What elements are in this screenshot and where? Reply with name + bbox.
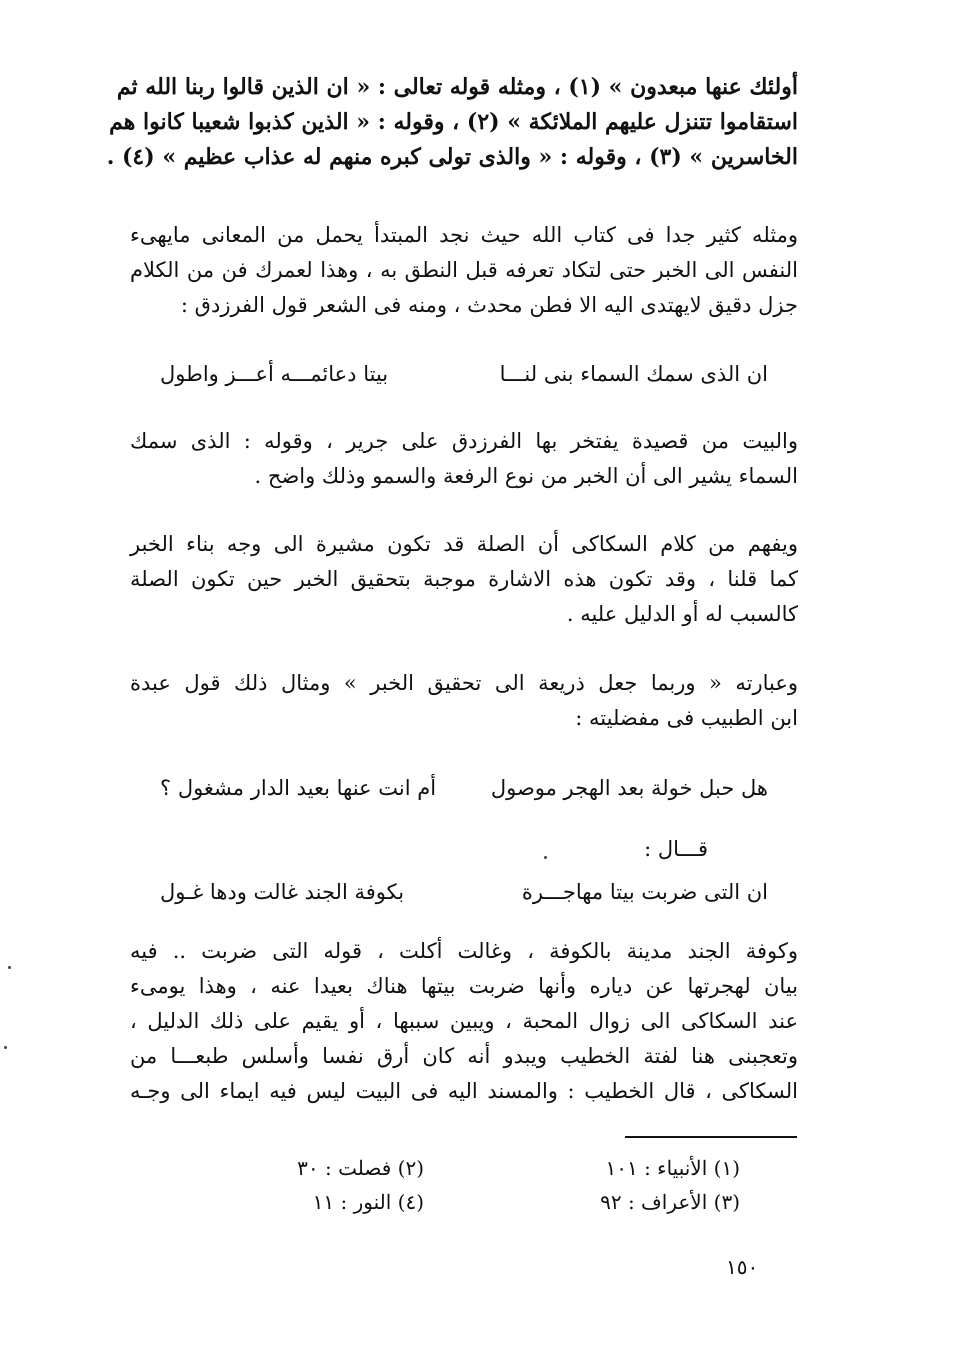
verse-first-hemistich: هل حبل خولة بعد الهجر موصول: [490, 776, 768, 800]
verse-abda-2: [130, 874, 798, 910]
footnote-4: (٤) النور : ١١: [312, 1190, 424, 1214]
footnote-divider: [625, 1136, 797, 1138]
text-line: ومثله كثير جدا فى كتاب الله حيث نجد المبتدأ يحمل من المعانى مايهىء: [130, 223, 798, 247]
text-line: جزل دقيق لايهتدى اليه الا فطن محدث ، ومنه فى الشعر قول الفرزدق :: [180, 293, 798, 317]
footnote-2: (٢) فصلت : ٣٠: [297, 1156, 424, 1180]
paragraph-quran-examples: [106, 70, 798, 175]
scan-speck: [4, 1046, 7, 1049]
text-line: كما قلنا ، وقد تكون هذه الاشارة موجبة بتحقيق الخبر حين تكون الصلة: [130, 567, 798, 591]
text-line: ويفهم من كلام السكاكى أن الصلة قد تكون مشيرة الى وجه بناء الخبر: [130, 532, 798, 556]
scan-speck: [544, 856, 547, 859]
text-line: السماء يشير الى أن الخبر من نوع الرفعة والسمو وذلك واضح .: [254, 464, 798, 488]
verse-farazdaq: [130, 356, 798, 392]
paragraph-sakkaki: [130, 527, 798, 632]
text-line: بيان لهجرتها عن دياره وأنها ضربت بيتها هناك بعيدا عنه ، وهذا يومىء: [130, 974, 798, 998]
text-line: عند السكاكى الى زوال المحبة ، ويبين سببها ، أو يقيم على ذلك الدليل ،: [130, 1009, 798, 1033]
paragraph-kufa: [130, 934, 798, 1109]
text-line: وتعجبنى هنا لفتة الخطيب ويبدو أنه كان أرق نفسا وأسلس طبعـــا من: [130, 1044, 798, 1068]
scan-speck: [8, 966, 11, 969]
verse-second-hemistich: بكوفة الجند غالت ودها غـول: [160, 880, 405, 904]
footnote-3: (٣) الأعراف : ٩٢: [600, 1190, 740, 1214]
text-line: النفس الى الخبر حتى لتكاد تعرفه قبل النطق به ، وهذا لعمرك فن من الكلام: [130, 258, 798, 282]
qala-label: قـــال :: [644, 837, 708, 861]
text-line: والبيت من قصيدة يفتخر بها الفرزدق على جرير ، وقوله : الذى سمك: [130, 429, 798, 453]
text-line: استقاموا تتنزل عليهم الملائكة » (٢) ، وقوله : « الذين كذبوا شعيبا كانوا هم: [109, 109, 798, 135]
text-line: وعبارته « وربما جعل ذريعة الى تحقيق الخبر » ومثال ذلك قول عبدة: [130, 671, 798, 695]
verse-first-hemistich: ان التى ضربت بيتا مهاجـــرة: [521, 880, 768, 904]
verse-second-hemistich: بيتا دعائمـــه أعـــز واطول: [160, 362, 389, 386]
text-line: كالسبب له أو الدليل عليه .: [566, 602, 798, 626]
verse-abda-1: [130, 770, 798, 806]
paragraph-mubtada: [130, 218, 798, 323]
text-line: السكاكى ، قال الخطيب : والمسند اليه فى البيت ليس فيه ايماء الى وجـه: [130, 1079, 798, 1103]
verse-second-hemistich: أم انت عنها بعيد الدار مشغول ؟: [160, 776, 437, 800]
text-line: ابن الطبيب فى مفضليته :: [575, 706, 798, 730]
paragraph-abda-intro: [130, 666, 798, 736]
text-line: أولئك عنها مبعدون » (١) ، ومثله قوله تعالى : « ان الذين قالوا ربنا الله ثم: [116, 74, 798, 100]
text-line: وكوفة الجند مدينة بالكوفة ، وغالت أكلت ، قوله التى ضربت .. فيه: [130, 939, 798, 963]
footnote-1: (١) الأنبياء : ١٠١: [605, 1156, 740, 1180]
verse-first-hemistich: ان الذى سمك السماء بنى لنـــا: [499, 362, 768, 386]
page-number: ١٥٠: [726, 1255, 759, 1279]
text-line: الخاسرين » (٣) ، وقوله : « والذى تولى كبره منهم له عذاب عظيم » (٤) .: [106, 144, 798, 170]
paragraph-farazdaq-comment: [130, 424, 798, 494]
